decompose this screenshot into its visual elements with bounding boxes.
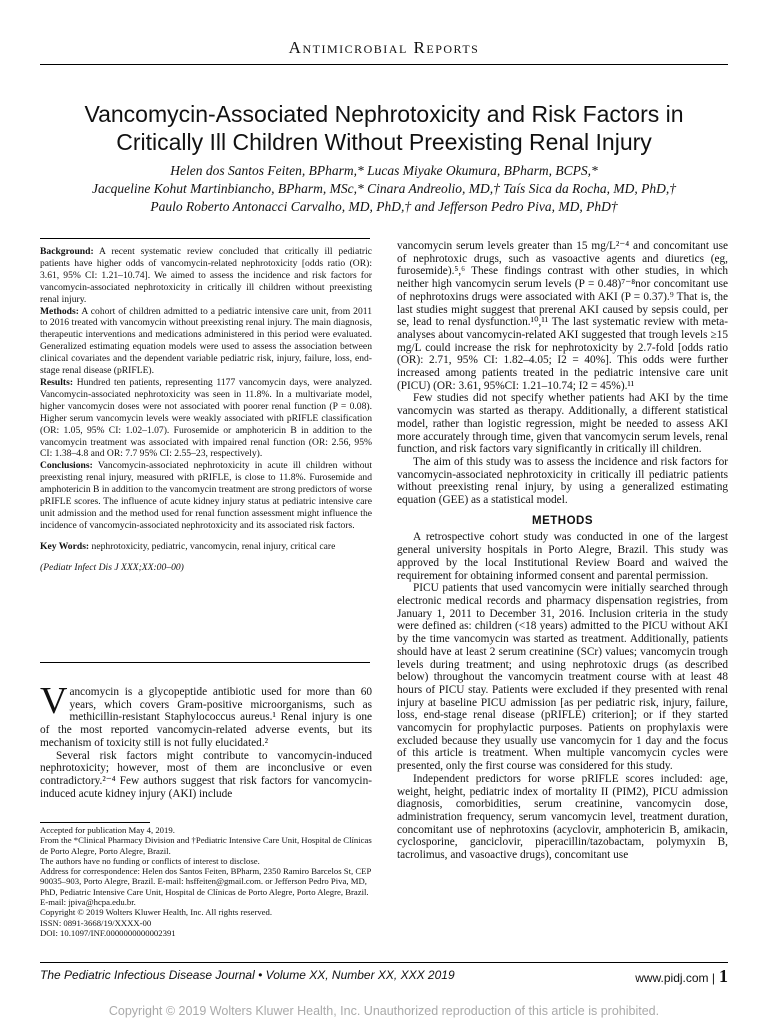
body-paragraph: vancomycin serum levels greater than 15 mg/L²⁻⁴ and concomitant use of nephrotoxic drugs, such as vasoactive agents and diuretics (eg, furosemide).⁵,⁶ These findings contrast with other studies, in which neither high vancomycin serum levels (P = 0.48)⁷⁻⁸nor concomitant use of nephrotoxins drugs were associated with AKI (P = 0.37).⁹ That is, the last studies might suggest that prerenal AKI caused by sepsis could, per se, lead to renal dysfunction.¹⁰,¹¹ The last systematic review with meta-analyses about vancomycin-related AKI suggested that trough levels ≥15 mg/L could increase the risk for nephrotoxicity by 2.7-fold [odds ratio (OR): 2.71, 95% CI: 1.82–4.05; I2 = 40%]. This odds were further increased among patients treated in the pediatric intensive care unit (PICU) (OR: 3.61, 95%CI: 1.21–10.74; I2 = 45%).¹¹ bbox=[397, 240, 728, 392]
body-paragraph: The aim of this study was to assess the incidence and risk factors for vancomycin-associated nephrotoxicity in critically ill pediatric patients without preexisting renal injury, by using a generalized estimating equation (GEE) as a statistical model. bbox=[397, 455, 728, 507]
abstract-conclusions bbox=[40, 460, 372, 531]
header-rule bbox=[40, 64, 728, 65]
abstract-conclusions-label: Conclusions: bbox=[40, 460, 93, 472]
keywords-text: nephrotoxicity, pediatric, vancomycin, renal injury, critical care bbox=[91, 540, 336, 552]
abstract-background bbox=[40, 246, 372, 306]
footnote: DOI: 10.1097/INF.0000000000002391 bbox=[40, 927, 176, 938]
methods-heading: METHODS bbox=[532, 514, 593, 527]
abstract bbox=[40, 246, 372, 574]
footnote: The authors have no funding or conflicts of interest to disclose. bbox=[40, 855, 260, 866]
footer-rule bbox=[40, 962, 728, 963]
abstract-results-label: Results: bbox=[40, 376, 74, 388]
footnote: Copyright © 2019 Wolters Kluwer Health, Inc. All rights reserved. bbox=[40, 907, 273, 918]
author-line: Paulo Roberto Antonacci Carvalho, MD, PhD,† and Jefferson Pedro Piva, MD, PhD† bbox=[150, 199, 618, 214]
abstract-results-text: Hundred ten patients, representing 1177 vancomycin days, were analyzed. Vancomycin-associated nephrotoxicity was seen in 11.8%. In a multivariate model, higher vancomycin doses were not associated with poorer renal function (P = 0.08). Higher serum vancomycin levels were weakly associated with pRIFLE classification (OR: 1.05, 95% CI: 1.02–1.07). Furosemide or amphotericin B in addition to the vancomycin treatment was associated with impaired renal function (OR: 2.56, 95% CI: 1.38–4.8 and OR: 7.7 95% CI: 2.55–23, respectively). bbox=[40, 376, 372, 460]
abstract-rule-top bbox=[40, 238, 370, 239]
copyright-notice: Copyright © 2019 Wolters Kluwer Health, Inc. Unauthorized reproduction of this article is prohibited. bbox=[108, 1004, 660, 1018]
author-list bbox=[30, 162, 738, 216]
footnote: Accepted for publication May 4, 2019. bbox=[40, 825, 175, 835]
author-line: Helen dos Santos Feiten, BPharm,* Lucas Miyake Okumura, BPharm, BCPS,* bbox=[170, 163, 598, 178]
abstract-methods-text: A cohort of children admitted to a pediatric intensive care unit, from 2011 to 2016 treated with vancomycin without preexisting renal injury. The main diagnosis, therapeutic interventions and medications administered in this period were evaluated. Generalized estimating equation models were used to assess the association between clinical covariates and the dependent variable pediatric risk, injury, failure, loss, end-stage renal disease (pRIFLE). bbox=[40, 305, 373, 377]
keywords-label: Key Words: bbox=[40, 540, 90, 552]
body-paragraph: Few studies did not specify whether patients had AKI by the time vancomycin was started as therapy. Additionally, a different statistical model, rather than logistic regression, might be needed to assess AKI more accurately through time, given that vancomycin serum levels, renal function, and risk factors vary significantly in critically ill children. bbox=[397, 392, 728, 456]
intro-paragraph: Several risk factors might contribute to vancomycin-induced nephrotoxicity; however, most of them are inconclusive or even contradictory.²⁻⁴ Few authors suggest that risk factors for vancomycin-induced acute kidney injury (AKI) include bbox=[40, 749, 372, 800]
footnote-rule bbox=[40, 822, 150, 823]
body-paragraph: A retrospective cohort study was conducted in one of the largest general university hospitals in Porto Alegre, Brazil. This study was approved by the local Institutional Review Board and waived the requirement for obtaining informed consent and parental permission. bbox=[397, 531, 728, 582]
footer-site bbox=[635, 966, 728, 987]
section-heading: Antimicrobial Reports bbox=[288, 38, 480, 57]
abstract-methods bbox=[40, 306, 372, 377]
body-paragraph: PICU patients that used vancomycin were initially searched through electronic medical records and pharmacy dispensation registries, from January 1, 2011 to December 31, 2016. Inclusion criteria in the study were defined as: children (<18 years) admitted to the PICU without AKI by the time vancomycin was started as treatment. Additionally, patients should have at least 2 serum creatinine (SCr) values; vancomycin trough levels during treatment; and using nephrotoxic drugs (as described below) throughout the vancomycin treatment course with at least 48 hours of PICU stay. Patients were excluded if they presented with renal injury at baseline PICU admission [as per pediatric risk, injury, failure, loss, end-stage renal disease (pRIFLE) criterion]; or if they started vancomycin for prophylactic purposes. Patients on prophylaxis were excluded because they usually use vancomycin for 1 day and the focus of this article is treatment. When multiple vancomycin cycles were presented, only the first course was considered for this study. bbox=[397, 582, 728, 773]
footnote: Address for correspondence: Helen dos Santos Feiten, BPharm, 2350 Ramiro Barcelos St, CEP 90035–903, Porto Alegre, Brazil. E-mail: hsffeiten@gmail.com. or Jefferson Pedro Piva, MD, PhD, Pediatric Intensive Care Unit, Hospital de Clínicas de Porto Alegre, Porto Alegre, Brazil. E-mail: jpiva@hcpa.edu.br. bbox=[40, 866, 371, 908]
abstract-background-label: Background: bbox=[40, 246, 94, 257]
footnote: From the *Clinical Pharmacy Division and †Pediatric Intensive Care Unit, Hospital de Clínicas de Porto Alegre, Porto Alegre, Brazil. bbox=[40, 835, 372, 856]
journal-name: The Pediatric Infectious Disease Journal • Volume XX, Number XX, XXX 2019 bbox=[40, 968, 455, 982]
footnote: ISSN: 0891-3668/19/XXXX-00 bbox=[40, 917, 152, 928]
right-column bbox=[397, 240, 728, 862]
author-line: Jacqueline Kohut Martinbiancho, BPharm, MSc,* Cinara Andreolio, MD,† Taís Sica da Rocha, MD, PhD,† bbox=[91, 181, 677, 196]
drop-cap: V bbox=[40, 680, 68, 722]
introduction bbox=[40, 680, 372, 800]
citation: (Pediatr Infect Dis J XXX;XX:00–00) bbox=[40, 561, 184, 573]
abstract-results bbox=[40, 377, 372, 460]
keywords bbox=[40, 541, 372, 553]
abstract-methods-label: Methods: bbox=[40, 305, 79, 317]
intro-paragraph-text: ancomycin is a glycopeptide antibiotic used for more than 60 years, which covers Gram-positive microorganisms, such as methicillin-resistant Staphylococcus aureus.¹ Renal injury is one of the most reported vancomycin-related adverse events, but its mechanism of toxicity still is not fully elucidated.² bbox=[40, 686, 372, 749]
article-title: Vancomycin-Associated Nephrotoxicity and Risk Factors in Critically Ill Children Without Preexisting Renal Injury bbox=[84, 101, 684, 155]
page-number: 1 bbox=[719, 966, 728, 986]
journal-url[interactable]: www.pidj.com | bbox=[635, 971, 715, 985]
abstract-rule-bottom bbox=[40, 662, 370, 663]
intro-paragraph bbox=[40, 680, 372, 750]
abstract-conclusions-text: Vancomycin-associated nephrotoxicity in acute ill children without preexisting renal injury, measured with pRIFLE, is close to 11.8%. Furosemide and amphotericin B in addition to the vancomycin treatment are strong predictors of worse pRIFLE scores. The influence of acute kidney injury status at pediatric intensive care unit admission and the method used for renal function assessment might influence the incidence of vancomycin-associated nephrotoxicity and its associated risk factors. bbox=[40, 460, 372, 531]
abstract-background-text: A recent systematic review concluded that critically ill pediatric patients have higher odds of vancomycin-related nephrotoxicity [odds ratio (OR): 3.61, 95% CI: 1.21–10.74]. We aimed to assess the incidence and risk factors for vancomycin-associated nephrotoxicity in critically ill children without preexisting renal injury. bbox=[40, 246, 372, 305]
body-paragraph: Independent predictors for worse pRIFLE scores included: age, weight, height, pediatric index of mortality II (PIM2), PICU admission diagnosis, comorbidities, serum creatinine, vancomycin dose, administration frequency, serum vancomycin level, treatment duration, concomitant use of nephrotoxins (acyclovir, amphotericin B, amikacin, cyclosporine, ganciclovir, piperacillin/tazobactam, polymyxin B, tacrolimus, and vasoactive drugs), concomitant use bbox=[397, 772, 728, 862]
footnotes bbox=[40, 825, 372, 938]
